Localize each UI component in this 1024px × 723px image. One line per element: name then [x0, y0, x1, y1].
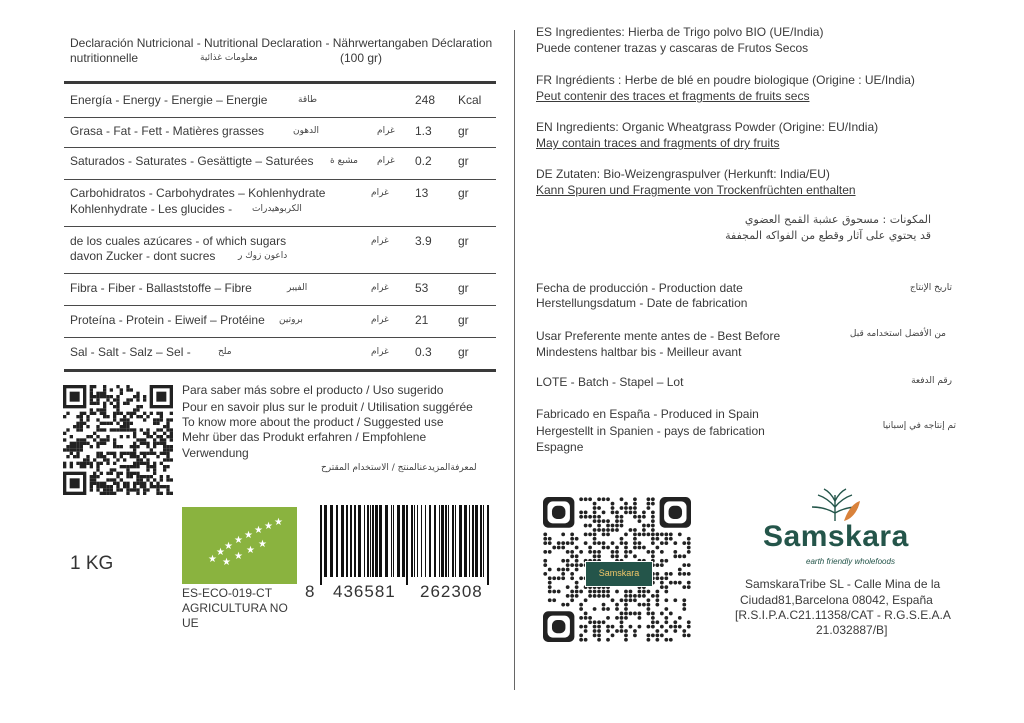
row-divider [64, 147, 496, 148]
svg-text:★: ★ [234, 551, 243, 562]
ingredients-fr-line1: FR Ingrédients : Herbe de blé en poudre biologique (Origine : UE/India) [536, 73, 915, 87]
svg-text:★: ★ [246, 545, 255, 556]
more-info-line: Verwendung [182, 446, 249, 460]
qr-badge-label: Samskara [598, 568, 640, 578]
svg-text:★: ★ [258, 539, 267, 550]
ingredients-en-line2: May contain traces and fragments of dry fruits [536, 136, 780, 150]
more-info-line: Mehr über das Produkt erfahren / Empfohlene [182, 430, 427, 444]
nutrition-row-arabic: الفيبر [287, 283, 308, 293]
brand-qr-code[interactable] [543, 497, 691, 642]
nutrition-row-arabic: داعون زوك ر [238, 251, 288, 261]
nutrition-row-unit: gr [458, 313, 469, 327]
net-weight: 1 KG [70, 553, 114, 574]
nutrition-row-unit: gr [458, 281, 469, 295]
ingredients-de-line1: DE Zutaten: Bio-Weizengraspulver (Herkunft: India/EU) [536, 167, 830, 181]
row-divider [64, 273, 496, 274]
nutrition-row-value: 1.3 [415, 124, 432, 138]
barcode-lead-digit: 8 [305, 582, 315, 601]
svg-text:★: ★ [244, 530, 253, 541]
nutrition-row-label: Saturados - Saturates - Gesättigte – Saturées [70, 154, 314, 168]
more-info-line: Para saber más sobre el producto / Uso sugerido [182, 383, 444, 397]
nutrition-row-value: 248 [415, 93, 436, 107]
eu-organic-logo [182, 507, 297, 584]
nutrition-row-value: 3.9 [415, 234, 432, 248]
nutrition-row-label: Proteína - Protein - Eiweif – Protéine [70, 313, 265, 327]
made-in-line1: Fabricado en España - Produced in Spain [536, 407, 759, 421]
ingredients-arabic-line2: قد يحتوي على آثار وقطع من الفواكه المجففة [725, 229, 931, 242]
row-divider [64, 179, 496, 180]
nutrition-header-line2: nutritionnelle [70, 51, 139, 65]
nutrition-row-label: Carbohidratos - Carbohydrates – Kohlenhydrate [70, 186, 326, 200]
row-divider [64, 337, 496, 338]
more-info-line: Pour en savoir plus sur le produit / Utilisation suggérée [182, 400, 473, 414]
column-divider [514, 30, 515, 690]
nutrition-footer-rule [64, 369, 496, 372]
row-divider [64, 305, 496, 306]
nutrition-row-arabic: طاقة [298, 95, 318, 105]
nutrition-row-arabic-unit: غرام [371, 283, 389, 293]
nutrition-row-arabic-unit: غرام [371, 315, 389, 325]
more-info-line: To know more about the product / Suggested use [182, 415, 444, 429]
nutrition-row-label2: davon Zucker - dont sucres [70, 249, 216, 263]
product-qr-code[interactable] [63, 385, 173, 495]
nutrition-row-label: Sal - Salt - Salz – Sel - [70, 345, 191, 359]
svg-text:★: ★ [208, 554, 217, 565]
nutrition-row-value: 53 [415, 281, 429, 295]
nutrition-row-arabic-unit: غرام [377, 126, 395, 136]
nutrition-row-value: 0.2 [415, 154, 432, 168]
nutrition-row-arabic: الدهون [293, 126, 319, 136]
more-info-arabic: لمعرفةالمزيدعنالمنتج / الاستخدام المقترح [321, 463, 477, 473]
nutrition-row-label: Fibra - Fiber - Ballaststoffe – Fibre [70, 281, 252, 295]
production-date-line1: Fecha de producción - Production date [536, 281, 743, 295]
ingredients-en-line1: EN Ingredients: Organic Wheatgrass Powder (Origine: EU/India) [536, 120, 879, 134]
nutrition-row-arabic-unit: غرام [371, 236, 389, 246]
row-divider [64, 226, 496, 227]
eu-leaf-icon [182, 507, 297, 584]
svg-text:★: ★ [224, 541, 233, 552]
address-line1: SamskaraTribe SL - Calle Mina de la [745, 577, 941, 591]
ingredients-de-line2: Kann Spuren und Fragmente von Trockenfrüchten enthalten [536, 183, 856, 197]
nutrition-row-unit: Kcal [458, 93, 482, 107]
ingredients-es-line1: ES Ingredientes: Hierba de Trigo polvo BIO (UE/India) [536, 25, 824, 39]
nutrition-row-unit: gr [458, 154, 469, 168]
nutrition-row-unit: gr [458, 345, 469, 359]
nutrition-row-value: 21 [415, 313, 429, 327]
nutrition-header-line1: Declaración Nutricional - Nutritional Declaration - Nährwertangaben Déclaration [70, 36, 493, 50]
made-in-line3: Espagne [536, 440, 584, 454]
barcode-group1: 436581 [333, 582, 396, 601]
nutrition-row-label: de los cuales azúcares - of which sugars [70, 234, 287, 248]
ingredients-arabic-line1: المكونات : مسحوق عشبة القمح العضوي [744, 213, 931, 226]
svg-text:★: ★ [216, 547, 225, 558]
ingredients-es-line2: Puede contener trazas y cascaras de Frutos Secos [536, 41, 809, 55]
production-date-arabic: تاريخ الإنتاج [909, 283, 952, 293]
ingredients-fr-line2: Peut contenir des traces et fragments de fruits secs [536, 89, 810, 103]
nutrition-row-arabic-unit: غرام [371, 347, 389, 357]
svg-text:★: ★ [222, 557, 231, 568]
nutrition-row-arabic: بروتين [279, 315, 303, 325]
brand-tagline: earth friendly wholefoods [806, 557, 895, 566]
nutrition-row-label: Grasa - Fat - Fett - Matières grasses [70, 124, 265, 138]
nutrition-row-arabic: مشبع ة [330, 156, 358, 166]
brand-name: Samskara [763, 520, 909, 553]
svg-text:★: ★ [234, 535, 243, 546]
address-line3: [R.S.I.P.A.C21.11358/CAT - R.G.S.E.A.A [735, 608, 951, 622]
lot-arabic: رقم الدفعة [911, 376, 952, 386]
nutrition-header-unit: (100 gr) [340, 51, 383, 65]
nutrition-row-unit: gr [458, 234, 469, 248]
svg-text:★: ★ [264, 521, 273, 532]
svg-text:★: ★ [254, 525, 263, 536]
nutrition-row-arabic-unit: غرام [371, 188, 389, 198]
lot-label: LOTE - Batch - Stapel – Lot [536, 375, 684, 389]
svg-text:★: ★ [274, 517, 283, 528]
nutrition-row-label2: Kohlenhydrate - Les glucides - [70, 202, 233, 216]
nutrition-header-arabic: معلومات غذائية [200, 53, 258, 63]
address-line4: 21.032887/B] [816, 623, 888, 637]
nutrition-row-unit: gr [458, 186, 469, 200]
best-before-arabic: من الأفضل استخدامه قبل [849, 329, 946, 339]
nutrition-row-value: 13 [415, 186, 429, 200]
row-divider [64, 117, 496, 118]
nutrition-row-arabic: ملح [218, 347, 232, 357]
best-before-line1: Usar Preferente mente antes de - Best Before [536, 329, 781, 343]
production-date-line2: Herstellungsdatum - Date de fabrication [536, 296, 748, 310]
nutrition-row-arabic-unit: غرام [377, 156, 395, 166]
made-in-line2: Hergestellt in Spanien - pays de fabrication [536, 424, 765, 438]
nutrition-header-rule [64, 81, 496, 84]
nutrition-row-arabic: الكربوهيدرات [252, 204, 302, 214]
organic-code: ES-ECO-019-CT [182, 586, 273, 600]
barcode [320, 505, 490, 585]
organic-agri-line1: AGRICULTURA NO [182, 601, 288, 615]
organic-agri-line2: UE [182, 616, 199, 630]
nutrition-row-unit: gr [458, 124, 469, 138]
nutrition-row-label: Energía - Energy - Energie – Energie [70, 93, 268, 107]
made-in-arabic: تم إنتاجه في إسبانيا [882, 421, 956, 431]
barcode-group2: 262308 [420, 582, 483, 601]
qr-brand-badge [585, 561, 653, 587]
nutrition-row-value: 0.3 [415, 345, 432, 359]
best-before-line2: Mindestens haltbar bis - Meilleur avant [536, 345, 742, 359]
address-line2: Ciudad81,Barcelona 08042, España [740, 593, 933, 607]
